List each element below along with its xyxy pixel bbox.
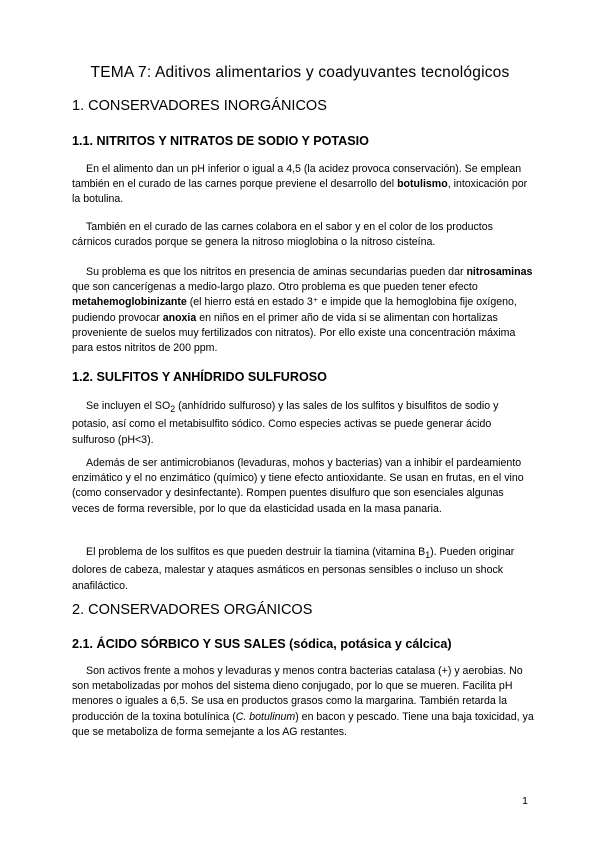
text-run: En el alimento dan un pH inferior o igual a 4,5 (la acidez provoca conservación). Se emplean también en el curado de las carnes porque previene el desarrollo del [72,163,522,191]
text-run: Se incluyen el SO [86,400,171,412]
subscript: 2 [170,404,176,415]
subsection-heading-1-2: 1.2. SULFITOS Y ANHÍDRIDO SULFUROSO [72,370,327,384]
text-run: El problema de los sulfitos es que pueden destruir la tiamina (vitamina B [86,546,426,558]
subsection-heading-1-1: 1.1. NITRITOS Y NITRATOS DE SODIO Y POTASIO [72,134,369,148]
text-run: ). Pueden originar dolores de cabeza, malestar y ataques asmáticos en personas sensibles o incluso un shock anafiláctico. [72,546,515,592]
text-run: que son cancerígenas a medio-largo plazo. Otro problema es que pueden tener efecto [72,281,478,294]
bold-term-nitrosaminas: nitrosaminas [466,266,533,278]
text-run: (anhídrido sulfuroso) y las sales de los sulfitos y bisulfitos de sodio y potasio, así como el metabisulfito sódico. Como especies activas se puede generar ácido sulfuroso (pH<3). [72,400,499,446]
page-number: 1 [522,795,528,807]
document-title: TEMA 7: Aditivos alimentarios y coadyuvantes tecnológicos [90,64,510,81]
italic-term: C. botulinum [235,710,296,723]
text-run: ) en bacon y pescado. Tiene una baja toxicidad, ya que se metaboliza de forma semejante a los AG restantes. [72,710,534,738]
bold-term-anoxia: anoxia [162,311,197,324]
section-heading-2: 2. CONSERVADORES ORGÁNICOS [72,602,313,618]
section-heading-1: 1. CONSERVADORES INORGÁNICOS [72,98,327,114]
bold-term-botulismo: botulismo [397,178,448,191]
paragraph-1-2-a [72,399,534,448]
bold-term-metahemoglobinizante: metahemoglobinizante [72,296,187,309]
paragraph-1-1-b [72,220,534,250]
paragraph-1-1-c [72,265,534,356]
subscript: 1 [425,550,431,561]
text-run: Su problema es que los nitritos en presencia de aminas secundarias pueden dar [86,266,467,278]
text-run: en niños en el primer año de vida si se alimentan con hortalizas proveniente de suelos muy fertilizados con nitratos). Por ello existe una concentración máxima para estos nitritos de 200 ppm. [72,311,516,355]
text-run: (el hierro está en estado 3⁺ e impide que la hemoglobina fije oxígeno, pudiendo provocar [72,296,517,324]
subsection-heading-2-1: 2.1. ÁCIDO SÓRBICO Y SUS SALES (sódica, potásica y cálcica) [72,637,452,651]
paragraph-1-1-a [72,162,534,208]
text-run: , intoxicación por la botulina. [72,178,528,206]
paragraph-2-1-a [72,664,534,740]
paragraph-1-2-b [72,456,534,517]
text-run: Son activos frente a mohos y levaduras y menos contra bacterias catalasa (+) y aerobias. No son metabolizadas por mohos del sistema dieno conjugado, por lo que se mueren. Facilita pH menores o iguales a 6,5. Se usa en productos grasos como la margarina. También retarda la producción de la toxina botulínica ( [72,665,523,723]
text-run: También en el curado de las carnes colabora en el sabor y en el color de los productos cárnicos curados porque se genera la nitroso mioglobina o la nitroso cisteína. [72,221,493,249]
text-run: Además de ser antimicrobianos (levaduras, mohos y bacterias) van a inhibir el pardeamiento enzimático y el no enzimático (químico) y tiene efecto antioxidante. Se usan en frutas, en el vino (como conservador y desinfectante). Rompen puentes disulfuro que son esenciales algunas veces de forma reversible, por lo que da elasticidad usada en la masa panaria. [72,457,524,515]
paragraph-1-2-c [72,545,534,594]
